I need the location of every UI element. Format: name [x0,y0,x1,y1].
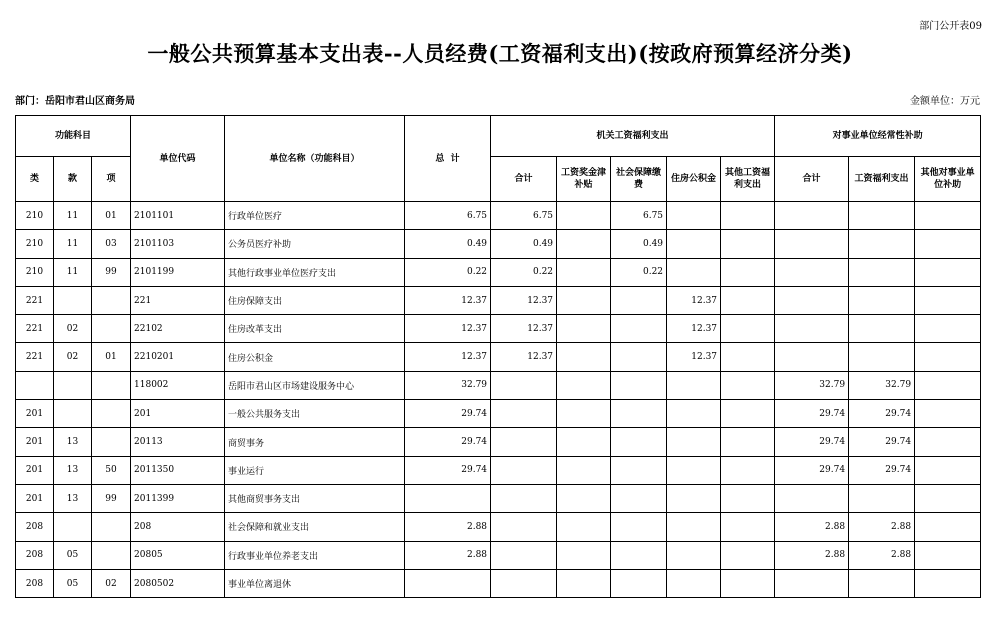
cell-inst-welfare [849,569,915,597]
cell-code: 20113 [131,428,225,456]
cell-inst-other [915,513,981,541]
amount-unit-label: 金额单位：万元 [910,96,980,107]
cell-total: 32.79 [405,371,491,399]
header-inst-welfare: 工资福利支出 [849,157,915,202]
cell-inst-welfare: 2.88 [849,541,915,569]
cell-lei: 201 [16,456,54,484]
cell-gov-bonus [557,569,611,597]
header-inst-subtotal: 合计 [775,157,849,202]
cell-gov-bonus [557,202,611,230]
header-gov-subtotal: 合计 [491,157,557,202]
department-label: 部门：岳阳市君山区商务局 [15,96,135,107]
cell-gov-housing [667,541,721,569]
cell-gov-subtotal: 12.37 [491,343,557,371]
cell-kuan: 13 [54,456,92,484]
table-row [16,400,981,428]
cell-gov-bonus [557,286,611,314]
cell-lei: 208 [16,541,54,569]
cell-code: 221 [131,286,225,314]
cell-name: 公务员医疗补助 [225,230,405,258]
cell-name: 事业单位离退休 [225,569,405,597]
cell-gov-social [611,541,667,569]
cell-code: 118002 [131,371,225,399]
cell-gov-other [721,400,775,428]
cell-lei: 208 [16,569,54,597]
header-total: 总 计 [405,116,491,202]
cell-inst-welfare: 32.79 [849,371,915,399]
cell-gov-housing [667,428,721,456]
cell-gov-subtotal [491,371,557,399]
cell-total: 29.74 [405,400,491,428]
cell-gov-subtotal [491,484,557,512]
header-xiang: 项 [92,157,131,202]
cell-inst-subtotal: 29.74 [775,456,849,484]
cell-gov-bonus [557,541,611,569]
cell-gov-social [611,286,667,314]
cell-inst-subtotal: 29.74 [775,400,849,428]
cell-xiang: 03 [92,230,131,258]
table-row [16,484,981,512]
cell-code: 2210201 [131,343,225,371]
cell-xiang: 99 [92,258,131,286]
cell-code: 208 [131,513,225,541]
header-kuan: 款 [54,157,92,202]
cell-gov-bonus [557,258,611,286]
cell-code: 20805 [131,541,225,569]
cell-inst-welfare: 2.88 [849,513,915,541]
cell-inst-welfare [849,315,915,343]
cell-inst-welfare [849,343,915,371]
cell-gov-bonus [557,400,611,428]
cell-name: 行政事业单位养老支出 [225,541,405,569]
header-gov-group: 机关工资福利支出 [491,116,775,157]
cell-inst-subtotal: 2.88 [775,541,849,569]
cell-gov-housing: 12.37 [667,343,721,371]
cell-xiang [92,371,131,399]
cell-kuan: 02 [54,315,92,343]
cell-inst-other [915,258,981,286]
cell-inst-subtotal [775,202,849,230]
cell-lei: 201 [16,428,54,456]
table-row [16,541,981,569]
cell-total: 6.75 [405,202,491,230]
cell-lei: 221 [16,315,54,343]
cell-inst-other [915,569,981,597]
cell-inst-welfare [849,230,915,258]
header-unit-code: 单位代码 [131,116,225,202]
table-row [16,230,981,258]
header-gov-other: 其他工资福利支出 [721,157,775,202]
cell-gov-social [611,400,667,428]
cell-kuan: 02 [54,343,92,371]
cell-gov-social [611,569,667,597]
cell-gov-subtotal: 6.75 [491,202,557,230]
cell-inst-other [915,343,981,371]
cell-kuan [54,286,92,314]
cell-inst-subtotal [775,258,849,286]
cell-kuan: 05 [54,541,92,569]
cell-name: 岳阳市君山区市场建设服务中心 [225,371,405,399]
cell-inst-welfare [849,258,915,286]
cell-total: 29.74 [405,428,491,456]
cell-gov-other [721,371,775,399]
table-row [16,343,981,371]
cell-gov-other [721,513,775,541]
table-row [16,513,981,541]
cell-gov-other [721,541,775,569]
cell-gov-other [721,428,775,456]
cell-total: 0.22 [405,258,491,286]
cell-inst-welfare: 29.74 [849,428,915,456]
cell-lei: 201 [16,400,54,428]
cell-inst-subtotal [775,484,849,512]
cell-gov-other [721,569,775,597]
table-row [16,286,981,314]
cell-gov-housing: 12.37 [667,315,721,343]
cell-gov-social [611,513,667,541]
cell-inst-welfare: 29.74 [849,400,915,428]
cell-gov-social [611,456,667,484]
cell-kuan: 05 [54,569,92,597]
cell-inst-welfare: 29.74 [849,456,915,484]
table-row [16,315,981,343]
cell-inst-other [915,484,981,512]
cell-gov-social: 0.22 [611,258,667,286]
header-lei: 类 [16,157,54,202]
cell-gov-housing: 12.37 [667,286,721,314]
cell-gov-bonus [557,428,611,456]
cell-xiang: 02 [92,569,131,597]
cell-xiang [92,428,131,456]
cell-code: 201 [131,400,225,428]
cell-gov-social: 0.49 [611,230,667,258]
cell-gov-subtotal: 12.37 [491,315,557,343]
cell-xiang: 50 [92,456,131,484]
cell-gov-housing [667,258,721,286]
cell-name: 事业运行 [225,456,405,484]
cell-gov-subtotal [491,456,557,484]
cell-total: 12.37 [405,343,491,371]
cell-gov-bonus [557,456,611,484]
cell-gov-social [611,484,667,512]
cell-inst-other [915,371,981,399]
cell-lei: 201 [16,484,54,512]
table-row [16,202,981,230]
cell-gov-other [721,258,775,286]
cell-xiang [92,400,131,428]
cell-inst-subtotal: 32.79 [775,371,849,399]
cell-total: 29.74 [405,456,491,484]
cell-gov-bonus [557,484,611,512]
table-body [16,202,981,598]
cell-lei: 210 [16,230,54,258]
cell-inst-other [915,541,981,569]
cell-xiang: 99 [92,484,131,512]
cell-gov-subtotal: 12.37 [491,286,557,314]
cell-inst-other [915,286,981,314]
cell-inst-subtotal [775,286,849,314]
header-gov-social: 社会保障缴费 [611,157,667,202]
cell-inst-subtotal: 29.74 [775,428,849,456]
header-inst-other: 其他对事业单位补助 [915,157,981,202]
cell-name: 一般公共服务支出 [225,400,405,428]
cell-kuan [54,371,92,399]
page-title: 一般公共预算基本支出表--人员经费(工资福利支出)(按政府预算经济分类) [147,41,853,66]
cell-inst-other [915,456,981,484]
cell-xiang: 01 [92,343,131,371]
header-func-subject: 功能科目 [16,116,131,157]
cell-inst-welfare [849,484,915,512]
cell-gov-housing [667,484,721,512]
table-number-label: 部门公开表09 [919,21,982,32]
cell-code: 2101101 [131,202,225,230]
cell-name: 住房改革支出 [225,315,405,343]
cell-total [405,484,491,512]
cell-gov-housing [667,230,721,258]
cell-name: 其他商贸事务支出 [225,484,405,512]
header-gov-bonus: 工资奖金津补贴 [557,157,611,202]
cell-gov-housing [667,513,721,541]
budget-table [15,115,981,598]
cell-lei: 210 [16,202,54,230]
cell-name: 商贸事务 [225,428,405,456]
cell-gov-social [611,371,667,399]
cell-code: 2101199 [131,258,225,286]
table-row [16,371,981,399]
cell-inst-welfare [849,202,915,230]
cell-code: 2080502 [131,569,225,597]
header-inst-group: 对事业单位经常性补助 [775,116,981,157]
cell-gov-subtotal: 0.49 [491,230,557,258]
cell-gov-other [721,230,775,258]
table-row [16,428,981,456]
cell-inst-other [915,202,981,230]
cell-gov-subtotal [491,513,557,541]
cell-inst-subtotal [775,569,849,597]
cell-gov-other [721,202,775,230]
table-header [16,116,981,202]
cell-name: 社会保障和就业支出 [225,513,405,541]
cell-gov-housing [667,202,721,230]
cell-total: 0.49 [405,230,491,258]
cell-name: 其他行政事业单位医疗支出 [225,258,405,286]
cell-gov-subtotal [491,428,557,456]
cell-xiang: 01 [92,202,131,230]
table-row [16,258,981,286]
cell-lei: 208 [16,513,54,541]
cell-total [405,569,491,597]
cell-inst-other [915,315,981,343]
cell-inst-subtotal [775,315,849,343]
cell-lei [16,371,54,399]
cell-kuan [54,513,92,541]
cell-gov-bonus [557,371,611,399]
cell-gov-subtotal [491,400,557,428]
cell-gov-housing [667,371,721,399]
cell-gov-social [611,428,667,456]
cell-gov-housing [667,400,721,428]
cell-inst-other [915,428,981,456]
cell-gov-social [611,343,667,371]
cell-kuan: 11 [54,258,92,286]
header-gov-housing: 住房公积金 [667,157,721,202]
cell-gov-other [721,456,775,484]
cell-gov-other [721,343,775,371]
cell-total: 12.37 [405,286,491,314]
cell-total: 12.37 [405,315,491,343]
cell-xiang [92,513,131,541]
cell-gov-subtotal [491,569,557,597]
cell-code: 2011399 [131,484,225,512]
cell-code: 22102 [131,315,225,343]
cell-inst-other [915,230,981,258]
cell-gov-subtotal: 0.22 [491,258,557,286]
cell-kuan [54,400,92,428]
cell-inst-subtotal: 2.88 [775,513,849,541]
cell-gov-other [721,484,775,512]
cell-name: 住房公积金 [225,343,405,371]
table-row [16,569,981,597]
cell-inst-other [915,400,981,428]
cell-total: 2.88 [405,541,491,569]
cell-total: 2.88 [405,513,491,541]
cell-code: 2011350 [131,456,225,484]
cell-name: 行政单位医疗 [225,202,405,230]
cell-kuan: 13 [54,484,92,512]
table-row [16,456,981,484]
cell-gov-subtotal [491,541,557,569]
cell-inst-subtotal [775,343,849,371]
cell-code: 2101103 [131,230,225,258]
cell-lei: 221 [16,343,54,371]
cell-kuan: 13 [54,428,92,456]
cell-lei: 221 [16,286,54,314]
cell-kuan: 11 [54,202,92,230]
cell-gov-bonus [557,230,611,258]
cell-kuan: 11 [54,230,92,258]
cell-gov-bonus [557,513,611,541]
cell-gov-bonus [557,315,611,343]
cell-gov-other [721,286,775,314]
cell-gov-bonus [557,343,611,371]
cell-lei: 210 [16,258,54,286]
cell-gov-housing [667,569,721,597]
header-unit-name: 单位名称（功能科目） [225,116,405,202]
cell-name: 住房保障支出 [225,286,405,314]
cell-gov-social [611,315,667,343]
cell-xiang [92,315,131,343]
cell-gov-other [721,315,775,343]
cell-inst-subtotal [775,230,849,258]
cell-xiang [92,541,131,569]
cell-gov-social: 6.75 [611,202,667,230]
cell-inst-welfare [849,286,915,314]
cell-xiang [92,286,131,314]
cell-gov-housing [667,456,721,484]
